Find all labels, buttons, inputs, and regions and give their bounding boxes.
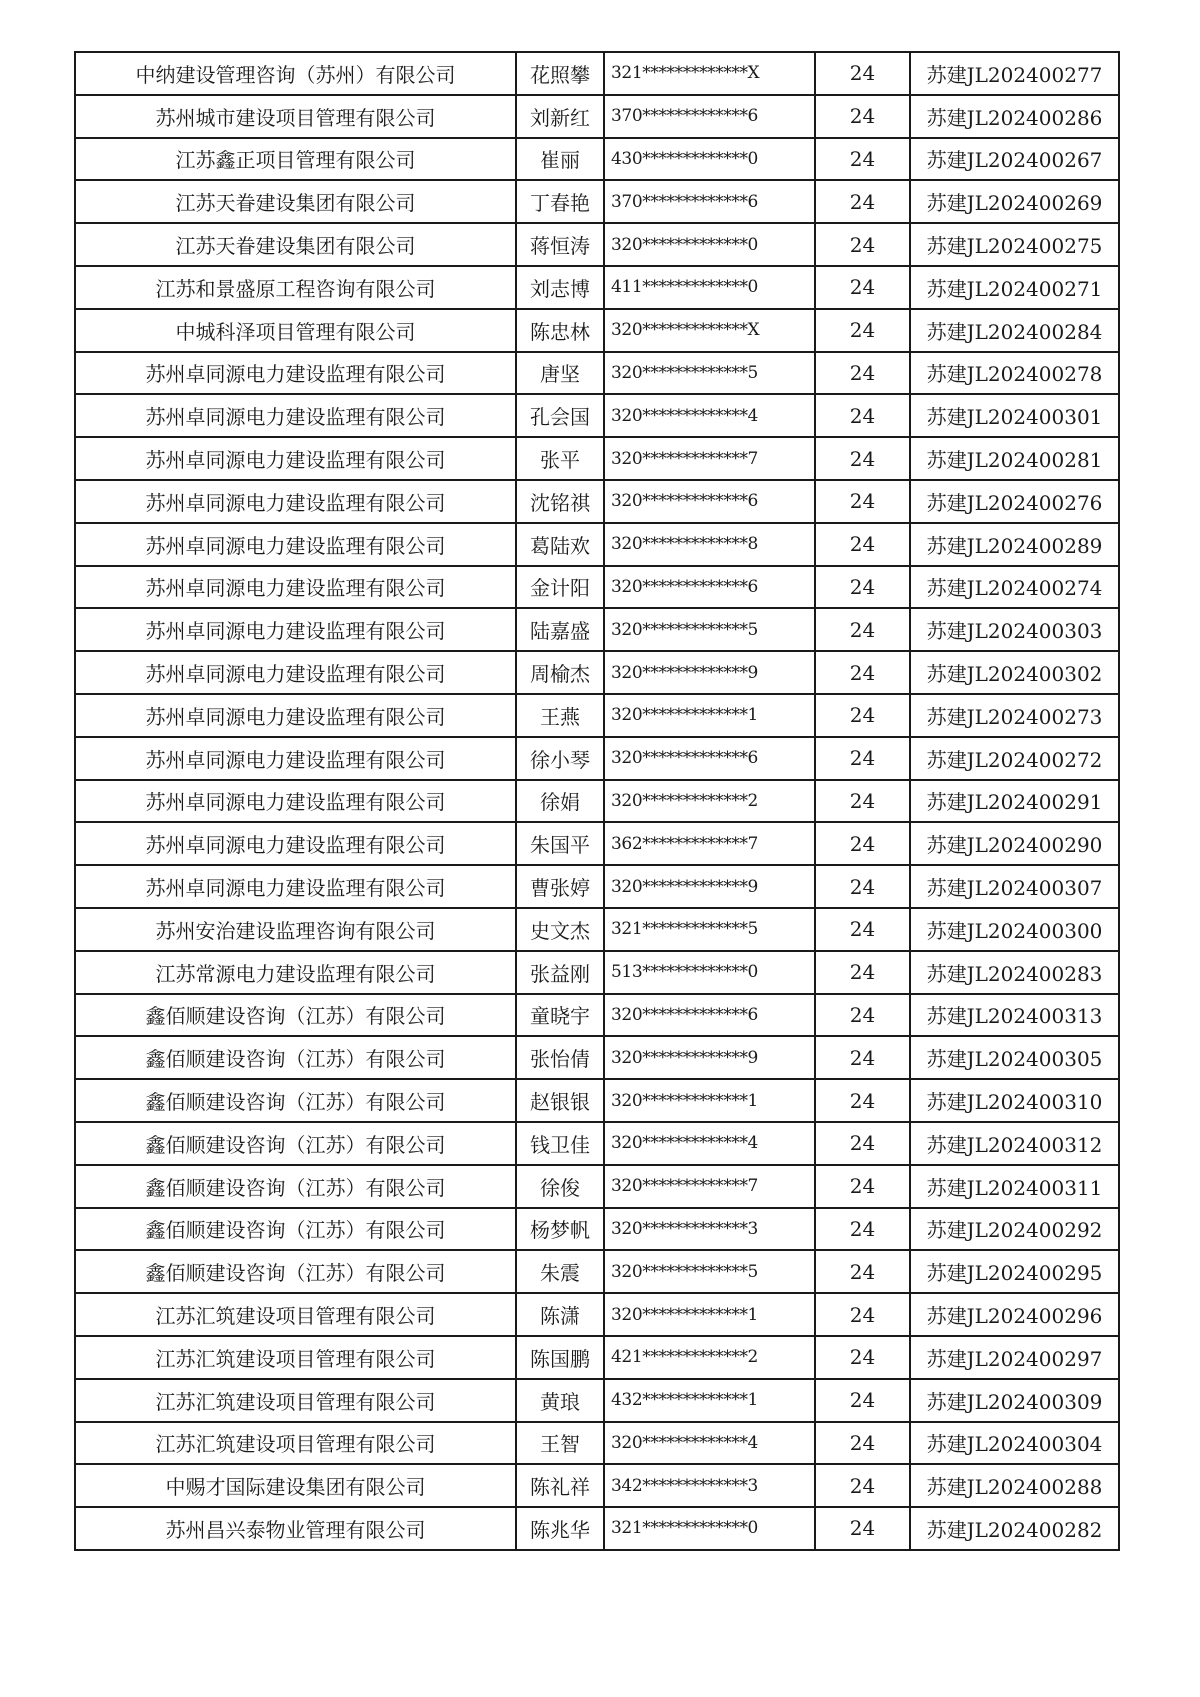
id-number-cell: 342*************3 [604,1464,815,1507]
id-number-cell: 320*************4 [604,394,815,437]
table-row [75,223,1119,266]
hours-cell: 24 [815,1079,910,1122]
table-row [75,1250,1119,1293]
company-name-cell: 苏州卓同源电力建设监理有限公司 [75,608,516,651]
hours-cell: 24 [815,1036,910,1079]
table-row [75,1165,1119,1208]
company-name-cell: 鑫佰顺建设咨询（江苏）有限公司 [75,994,516,1037]
company-name-cell: 鑫佰顺建设咨询（江苏）有限公司 [75,1036,516,1079]
certificate-number-cell: 苏建JL202400276 [910,480,1119,523]
certificate-number-cell: 苏建JL202400271 [910,266,1119,309]
certificate-number-cell: 苏建JL202400282 [910,1507,1119,1550]
certificate-number-cell: 苏建JL202400292 [910,1208,1119,1251]
company-name-cell: 苏州卓同源电力建设监理有限公司 [75,822,516,865]
id-number-cell: 513*************0 [604,951,815,994]
person-name-cell: 徐娟 [516,780,604,823]
id-number-cell: 430*************0 [604,138,815,181]
person-name-cell: 陈礼祥 [516,1464,604,1507]
person-name-cell: 陆嘉盛 [516,608,604,651]
person-name-cell: 陈潇 [516,1293,604,1336]
company-name-cell: 苏州卓同源电力建设监理有限公司 [75,352,516,395]
person-name-cell: 沈铭祺 [516,480,604,523]
company-name-cell: 鑫佰顺建设咨询（江苏）有限公司 [75,1122,516,1165]
hours-cell: 24 [815,138,910,181]
table-row [75,95,1119,138]
certificate-number-cell: 苏建JL202400313 [910,994,1119,1037]
hours-cell: 24 [815,437,910,480]
table-row [75,352,1119,395]
hours-cell: 24 [815,523,910,566]
hours-cell: 24 [815,352,910,395]
company-name-cell: 鑫佰顺建设咨询（江苏）有限公司 [75,1250,516,1293]
person-name-cell: 钱卫佳 [516,1122,604,1165]
hours-cell: 24 [815,52,910,95]
table-row [75,1422,1119,1465]
company-name-cell: 江苏常源电力建设监理有限公司 [75,951,516,994]
certificate-number-cell: 苏建JL202400267 [910,138,1119,181]
table-row [75,651,1119,694]
person-name-cell: 黄琅 [516,1379,604,1422]
hours-cell: 24 [815,865,910,908]
id-number-cell: 320*************6 [604,480,815,523]
person-name-cell: 刘新红 [516,95,604,138]
certificate-number-cell: 苏建JL202400301 [910,394,1119,437]
person-name-cell: 王智 [516,1422,604,1465]
company-name-cell: 苏州卓同源电力建设监理有限公司 [75,737,516,780]
id-number-cell: 321*************0 [604,1507,815,1550]
id-number-cell: 320*************7 [604,1165,815,1208]
hours-cell: 24 [815,223,910,266]
company-name-cell: 江苏天眷建设集团有限公司 [75,223,516,266]
company-name-cell: 苏州卓同源电力建设监理有限公司 [75,651,516,694]
certificate-number-cell: 苏建JL202400309 [910,1379,1119,1422]
company-name-cell: 苏州卓同源电力建设监理有限公司 [75,523,516,566]
certificate-number-cell: 苏建JL202400278 [910,352,1119,395]
id-number-cell: 320*************5 [604,608,815,651]
table-row [75,994,1119,1037]
certificate-number-cell: 苏建JL202400272 [910,737,1119,780]
table-row [75,180,1119,223]
id-number-cell: 432*************1 [604,1379,815,1422]
id-number-cell: 320*************6 [604,737,815,780]
table-row [75,309,1119,352]
company-name-cell: 江苏和景盛原工程咨询有限公司 [75,266,516,309]
person-name-cell: 唐坚 [516,352,604,395]
id-number-cell: 321*************X [604,52,815,95]
certificate-number-cell: 苏建JL202400275 [910,223,1119,266]
hours-cell: 24 [815,822,910,865]
id-number-cell: 320*************1 [604,1079,815,1122]
hours-cell: 24 [815,566,910,609]
table-row [75,1122,1119,1165]
table-row [75,908,1119,951]
hours-cell: 24 [815,480,910,523]
certificate-number-cell: 苏建JL202400296 [910,1293,1119,1336]
id-number-cell: 320*************3 [604,1208,815,1251]
id-number-cell: 320*************1 [604,694,815,737]
certificate-number-cell: 苏建JL202400283 [910,951,1119,994]
person-name-cell: 金计阳 [516,566,604,609]
hours-cell: 24 [815,1293,910,1336]
person-name-cell: 徐小琴 [516,737,604,780]
hours-cell: 24 [815,1208,910,1251]
certificate-number-cell: 苏建JL202400291 [910,780,1119,823]
hours-cell: 24 [815,180,910,223]
certificate-number-cell: 苏建JL202400305 [910,1036,1119,1079]
person-name-cell: 陈国鹏 [516,1336,604,1379]
id-number-cell: 320*************4 [604,1122,815,1165]
id-number-cell: 320*************7 [604,437,815,480]
person-name-cell: 陈兆华 [516,1507,604,1550]
certificate-number-cell: 苏建JL202400281 [910,437,1119,480]
id-number-cell: 320*************9 [604,865,815,908]
company-name-cell: 江苏鑫正项目管理有限公司 [75,138,516,181]
id-number-cell: 320*************0 [604,223,815,266]
id-number-cell: 370*************6 [604,180,815,223]
table-row [75,1079,1119,1122]
company-name-cell: 苏州卓同源电力建设监理有限公司 [75,480,516,523]
id-number-cell: 370*************6 [604,95,815,138]
company-name-cell: 江苏汇筑建设项目管理有限公司 [75,1293,516,1336]
person-name-cell: 花照攀 [516,52,604,95]
hours-cell: 24 [815,651,910,694]
person-name-cell: 崔丽 [516,138,604,181]
id-number-cell: 321*************5 [604,908,815,951]
person-name-cell: 周榆杰 [516,651,604,694]
hours-cell: 24 [815,1507,910,1550]
table-row [75,1293,1119,1336]
id-number-cell: 320*************6 [604,994,815,1037]
person-name-cell: 王燕 [516,694,604,737]
hours-cell: 24 [815,780,910,823]
table-row [75,437,1119,480]
hours-cell: 24 [815,737,910,780]
hours-cell: 24 [815,694,910,737]
certificate-number-cell: 苏建JL202400307 [910,865,1119,908]
table-row [75,694,1119,737]
id-number-cell: 421*************2 [604,1336,815,1379]
hours-cell: 24 [815,608,910,651]
certificate-number-cell: 苏建JL202400295 [910,1250,1119,1293]
hours-cell: 24 [815,1250,910,1293]
company-name-cell: 鑫佰顺建设咨询（江苏）有限公司 [75,1208,516,1251]
certificate-number-cell: 苏建JL202400311 [910,1165,1119,1208]
company-name-cell: 苏州卓同源电力建设监理有限公司 [75,437,516,480]
certificate-number-cell: 苏建JL202400286 [910,95,1119,138]
certificate-number-cell: 苏建JL202400304 [910,1422,1119,1465]
id-number-cell: 320*************8 [604,523,815,566]
id-number-cell: 362*************7 [604,822,815,865]
person-name-cell: 葛陆欢 [516,523,604,566]
certificate-number-cell: 苏建JL202400289 [910,523,1119,566]
hours-cell: 24 [815,1165,910,1208]
person-name-cell: 丁春艳 [516,180,604,223]
person-name-cell: 曹张婷 [516,865,604,908]
certificate-number-cell: 苏建JL202400273 [910,694,1119,737]
certificate-number-cell: 苏建JL202400269 [910,180,1119,223]
hours-cell: 24 [815,1122,910,1165]
table-row [75,1464,1119,1507]
person-name-cell: 蒋恒涛 [516,223,604,266]
certificate-number-cell: 苏建JL202400302 [910,651,1119,694]
certificate-number-cell: 苏建JL202400303 [910,608,1119,651]
certificate-number-cell: 苏建JL202400284 [910,309,1119,352]
table-row [75,566,1119,609]
table-row [75,394,1119,437]
person-name-cell: 刘志博 [516,266,604,309]
table-row [75,822,1119,865]
id-number-cell: 320*************9 [604,1036,815,1079]
person-name-cell: 张怡倩 [516,1036,604,1079]
table-row [75,1379,1119,1422]
company-name-cell: 苏州卓同源电力建设监理有限公司 [75,865,516,908]
person-name-cell: 徐俊 [516,1165,604,1208]
certificate-number-cell: 苏建JL202400290 [910,822,1119,865]
hours-cell: 24 [815,908,910,951]
person-name-cell: 史文杰 [516,908,604,951]
table-row [75,52,1119,95]
id-number-cell: 320*************4 [604,1422,815,1465]
table-row [75,608,1119,651]
company-name-cell: 苏州卓同源电力建设监理有限公司 [75,694,516,737]
company-name-cell: 苏州城市建设项目管理有限公司 [75,95,516,138]
certificate-number-cell: 苏建JL202400288 [910,1464,1119,1507]
hours-cell: 24 [815,95,910,138]
table-row [75,1336,1119,1379]
person-name-cell: 朱国平 [516,822,604,865]
hours-cell: 24 [815,1464,910,1507]
table-row [75,1208,1119,1251]
person-name-cell: 孔会国 [516,394,604,437]
hours-cell: 24 [815,951,910,994]
company-name-cell: 鑫佰顺建设咨询（江苏）有限公司 [75,1079,516,1122]
roster-table-body [75,52,1119,1550]
table-row [75,266,1119,309]
id-number-cell: 320*************2 [604,780,815,823]
roster-table [74,51,1120,1551]
hours-cell: 24 [815,994,910,1037]
table-row [75,523,1119,566]
person-name-cell: 童晓宇 [516,994,604,1037]
table-row [75,951,1119,994]
company-name-cell: 苏州卓同源电力建设监理有限公司 [75,394,516,437]
hours-cell: 24 [815,1422,910,1465]
id-number-cell: 411*************0 [604,266,815,309]
company-name-cell: 鑫佰顺建设咨询（江苏）有限公司 [75,1165,516,1208]
person-name-cell: 张平 [516,437,604,480]
id-number-cell: 320*************X [604,309,815,352]
company-name-cell: 中城科泽项目管理有限公司 [75,309,516,352]
id-number-cell: 320*************9 [604,651,815,694]
company-name-cell: 江苏汇筑建设项目管理有限公司 [75,1379,516,1422]
table-row [75,737,1119,780]
certificate-number-cell: 苏建JL202400312 [910,1122,1119,1165]
person-name-cell: 张益刚 [516,951,604,994]
hours-cell: 24 [815,309,910,352]
company-name-cell: 江苏汇筑建设项目管理有限公司 [75,1422,516,1465]
person-name-cell: 赵银银 [516,1079,604,1122]
company-name-cell: 江苏天眷建设集团有限公司 [75,180,516,223]
table-row [75,480,1119,523]
id-number-cell: 320*************5 [604,352,815,395]
person-name-cell: 杨梦帆 [516,1208,604,1251]
hours-cell: 24 [815,394,910,437]
certificate-number-cell: 苏建JL202400277 [910,52,1119,95]
company-name-cell: 苏州卓同源电力建设监理有限公司 [75,566,516,609]
hours-cell: 24 [815,266,910,309]
id-number-cell: 320*************1 [604,1293,815,1336]
certificate-number-cell: 苏建JL202400310 [910,1079,1119,1122]
company-name-cell: 苏州卓同源电力建设监理有限公司 [75,780,516,823]
hours-cell: 24 [815,1336,910,1379]
id-number-cell: 320*************5 [604,1250,815,1293]
table-row [75,1036,1119,1079]
table-row [75,865,1119,908]
person-name-cell: 陈忠林 [516,309,604,352]
table-row [75,780,1119,823]
company-name-cell: 苏州安治建设监理咨询有限公司 [75,908,516,951]
company-name-cell: 苏州昌兴泰物业管理有限公司 [75,1507,516,1550]
company-name-cell: 中纳建设管理咨询（苏州）有限公司 [75,52,516,95]
company-name-cell: 江苏汇筑建设项目管理有限公司 [75,1336,516,1379]
table-row [75,138,1119,181]
hours-cell: 24 [815,1379,910,1422]
certificate-number-cell: 苏建JL202400297 [910,1336,1119,1379]
person-name-cell: 朱震 [516,1250,604,1293]
company-name-cell: 中赐才国际建设集团有限公司 [75,1464,516,1507]
id-number-cell: 320*************6 [604,566,815,609]
certificate-number-cell: 苏建JL202400300 [910,908,1119,951]
table-row [75,1507,1119,1550]
certificate-number-cell: 苏建JL202400274 [910,566,1119,609]
